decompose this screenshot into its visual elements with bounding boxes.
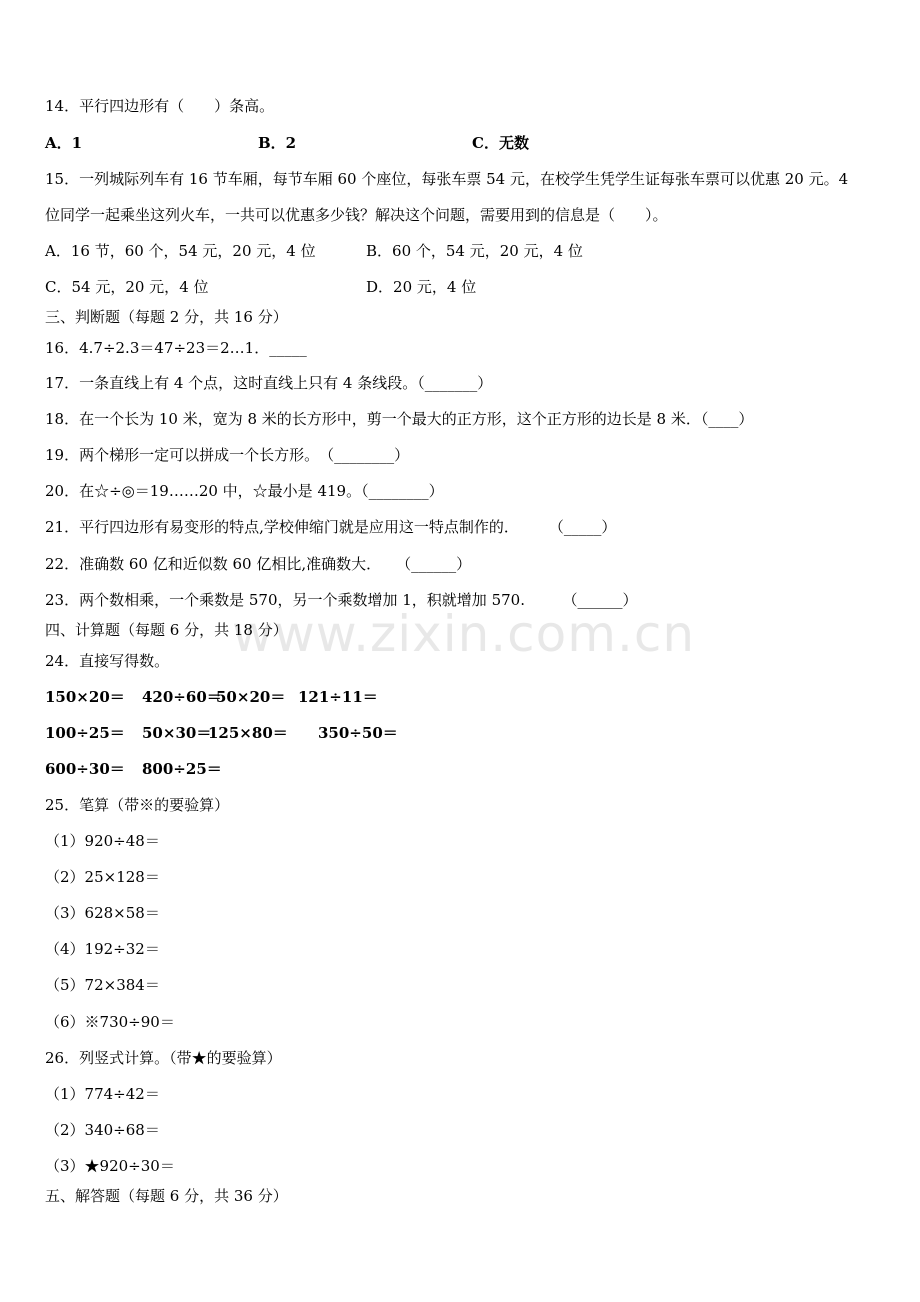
q26-item-1: （1）774÷42＝ (45, 1085, 160, 1103)
question-25-title: 25．笔算（带※的要验算） (45, 796, 230, 814)
question-21: 21．平行四边形有易变形的特点,学校伸缩门就是应用这一特点制作的． （_____） (45, 518, 617, 536)
q15-option-a: A．16 节，60 个，54 元，20 元，4 位 (45, 242, 316, 260)
question-22: 22．准确数 60 亿和近似数 60 亿相比,准确数大． （______） (45, 555, 472, 573)
calc-item: 50×20＝ (216, 688, 286, 706)
question-24-title: 24．直接写得数。 (45, 652, 170, 670)
q25-item-1: （1）920÷48＝ (45, 832, 160, 850)
section-4-heading: 四、计算题（每题 6 分，共 18 分） (45, 621, 288, 639)
question-17: 17．一条直线上有 4 个点，这时直线上只有 4 条线段。（_______） (45, 374, 493, 392)
q25-item-4: （4）192÷32＝ (45, 940, 160, 958)
section-3-heading: 三、判断题（每题 2 分，共 16 分） (45, 308, 288, 326)
q14-option-c: C．无数 (472, 134, 529, 152)
question-18: 18．在一个长为 10 米，宽为 8 米的长方形中，剪一个最大的正方形，这个正方形的边长是 8 米．（____） (45, 410, 754, 428)
q25-item-6: （6）※730÷90＝ (45, 1013, 175, 1031)
q14-option-a: A．1 (45, 134, 83, 152)
calc-item: 125×80＝ (208, 724, 288, 742)
q15-option-c: C．54 元，20 元，4 位 (45, 278, 209, 296)
question-15-line1: 15．一列城际列车有 16 节车厢，每节车厢 60 个座位，每张车票 54 元，在校学生凭学生证每张车票可以优惠 20 元。4 (45, 170, 849, 188)
q26-item-2: （2）340÷68＝ (45, 1121, 160, 1139)
q14-option-b: B．2 (258, 134, 297, 152)
question-26-title: 26．列竖式计算。（带★的要验算） (45, 1049, 282, 1067)
question-23: 23．两个数相乘，一个乘数是 570，另一个乘数增加 1，积就增加 570. （______） (45, 591, 638, 609)
q15-option-d: D．20 元，4 位 (366, 278, 477, 296)
section-5-heading: 五、解答题（每题 6 分，共 36 分） (45, 1187, 288, 1205)
calc-item: 50×30＝ (142, 724, 212, 742)
calc-item: 150×20＝ (45, 688, 125, 706)
q25-item-3: （3）628×58＝ (45, 904, 160, 922)
question-14: 14．平行四边形有（ ）条高。 (45, 97, 275, 115)
question-15-line2: 位同学一起乘坐这列火车，一共可以优惠多少钱？解决这个问题，需要用到的信息是（ ）。 (45, 206, 668, 224)
watermark: www.zixin.com.cn (232, 605, 696, 663)
q25-item-5: （5）72×384＝ (45, 976, 160, 994)
calc-item: 600÷30＝ (45, 760, 125, 778)
calc-item: 121÷11＝ (298, 688, 378, 706)
calc-item: 100÷25＝ (45, 724, 125, 742)
q26-item-3: （3）★920÷30＝ (45, 1157, 175, 1175)
calc-item: 420÷60＝ (142, 688, 222, 706)
question-20: 20．在☆÷◎＝19……20 中，☆最小是 419。（________） (45, 482, 444, 500)
question-19: 19．两个梯形一定可以拼成一个长方形。 （________） (45, 446, 410, 464)
calc-item: 800÷25＝ (142, 760, 222, 778)
q15-option-b: B．60 个，54 元，20 元，4 位 (366, 242, 583, 260)
calc-item: 350÷50＝ (318, 724, 398, 742)
question-16: 16．4.7÷2.3＝47÷23＝2…1．_____ (45, 339, 307, 357)
q25-item-2: （2）25×128＝ (45, 868, 160, 886)
